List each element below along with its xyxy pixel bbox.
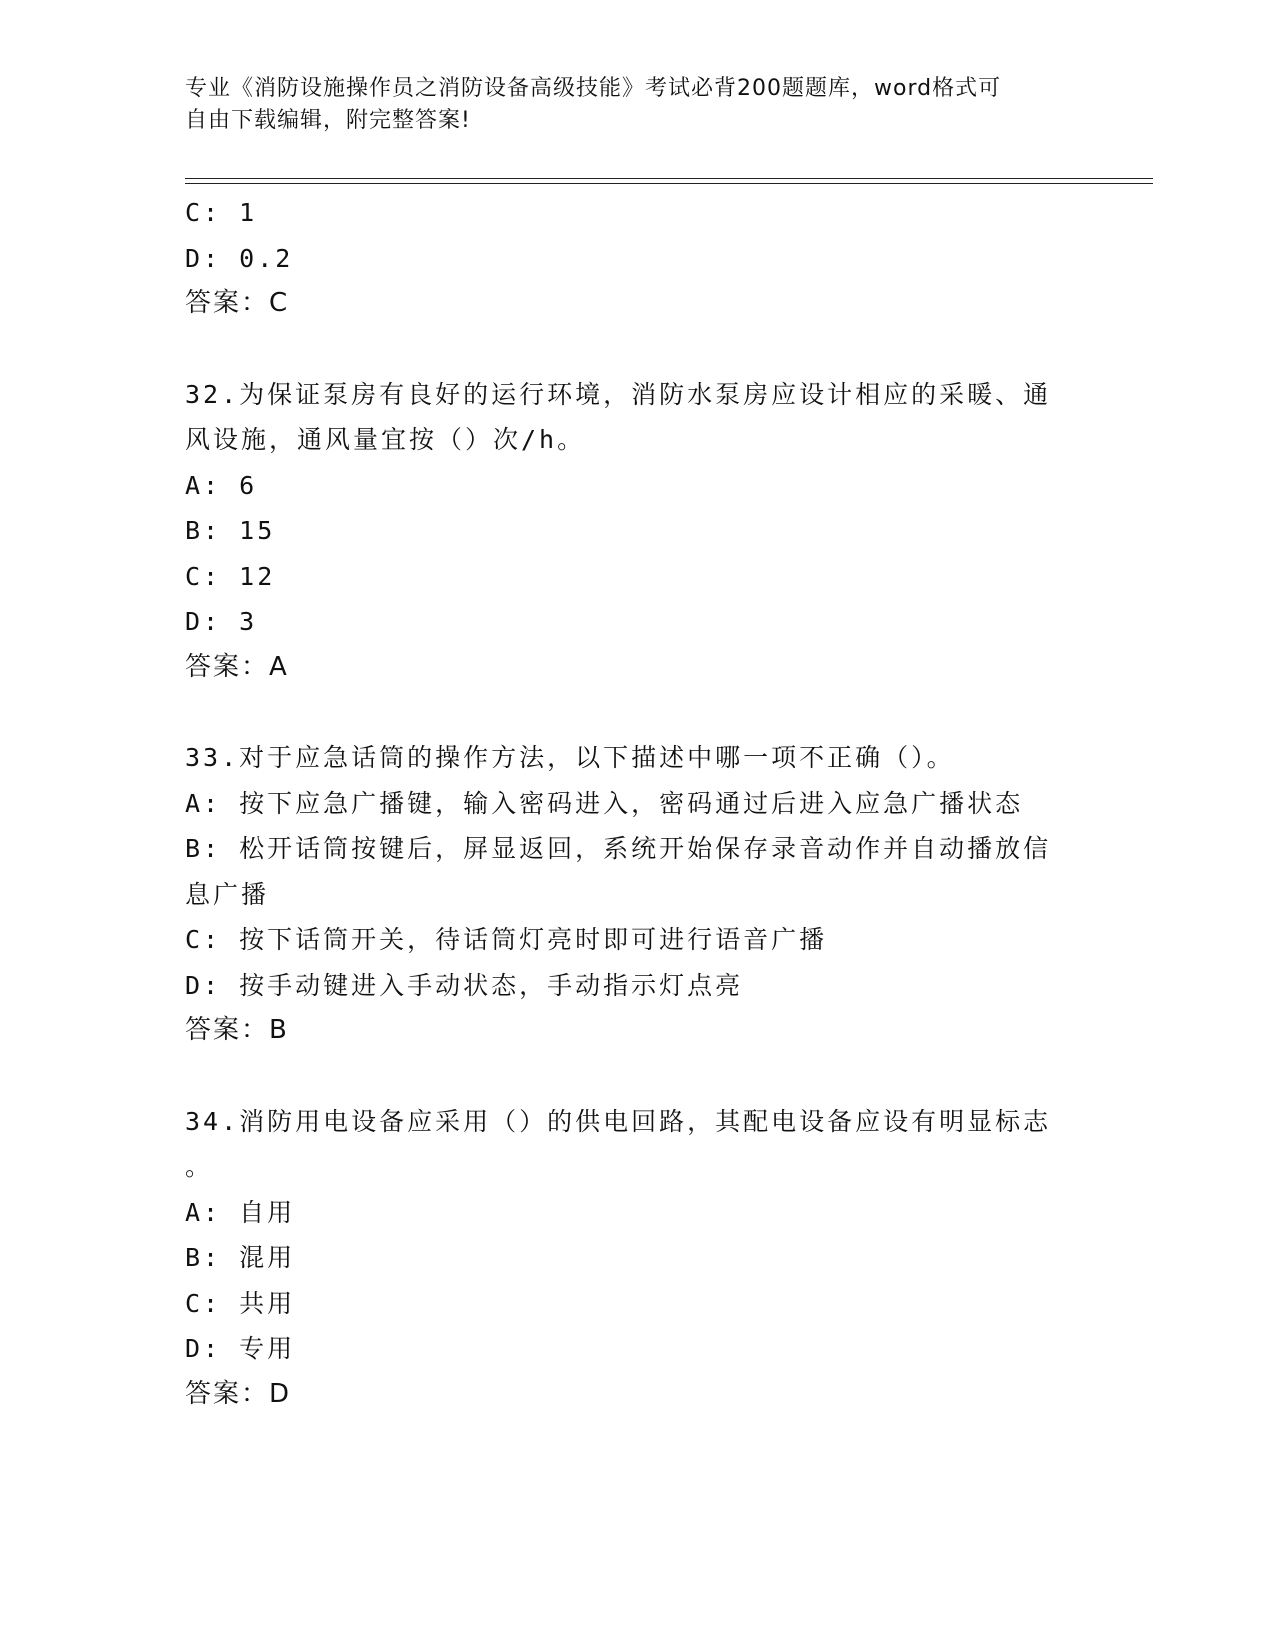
option-b: B: 松开话筒按键后，屏显返回，系统开始保存录音动作并自动播放信 [185,834,1052,863]
option-c: C: 按下话筒开关，待话筒灯亮时即可进行语音广播 [185,925,828,954]
question-stem: 33.对于应急话筒的操作方法，以下描述中哪一项不正确（）。 [185,743,955,772]
question-stem-cont: 风设施，通风量宜按（）次/h。 [185,425,586,454]
option-d: D: 3 [185,607,258,636]
question-stem: 34.消防用电设备应采用（）的供电回路，其配电设备应设有明显标志 [185,1106,1052,1136]
option-a: A: 自用 [185,1197,296,1227]
option-b-cont: 息广播 [185,879,270,909]
option-c: C: 12 [185,561,276,591]
option-a: A: 按下应急广播键，输入密码进入，密码通过后进入应急广播状态 [185,788,1024,818]
question-31-tail [185,190,1085,327]
answer-line: 答案：D [185,1378,292,1409]
header-line-1: 专业《消防设施操作员之消防设备高级技能》考试必背200题题库，word格式可 [185,76,1002,101]
header-line-2: 自由下载编辑，附完整答案! [185,108,471,133]
answer-line: 答案：A [185,651,289,682]
option-b: B: 15 [185,516,276,545]
option-c: C: 1 [185,198,258,227]
option-d: D: 专用 [185,1334,296,1363]
question-stem: 32.为保证泵房有良好的运行环境，消防水泵房应设计相应的采暖、通 [185,379,1052,409]
question-34 [185,1099,1085,1418]
question-stem-cont: 。 [185,1152,214,1181]
document-header [185,73,1065,137]
header-divider-bottom [185,183,1153,184]
option-d: D: 按手动键进入手动状态，手动指示灯点亮 [185,970,744,1000]
question-list [185,190,1085,1417]
answer-line: 答案：B [185,1015,289,1045]
answer-line: 答案：C [185,288,290,318]
question-32 [185,372,1085,691]
option-a: A: 6 [185,470,258,500]
option-d: D: 0.2 [185,243,294,273]
question-33 [185,735,1085,1054]
option-c: C: 共用 [185,1288,296,1318]
header-divider-top [185,178,1153,179]
option-b: B: 混用 [185,1243,296,1272]
